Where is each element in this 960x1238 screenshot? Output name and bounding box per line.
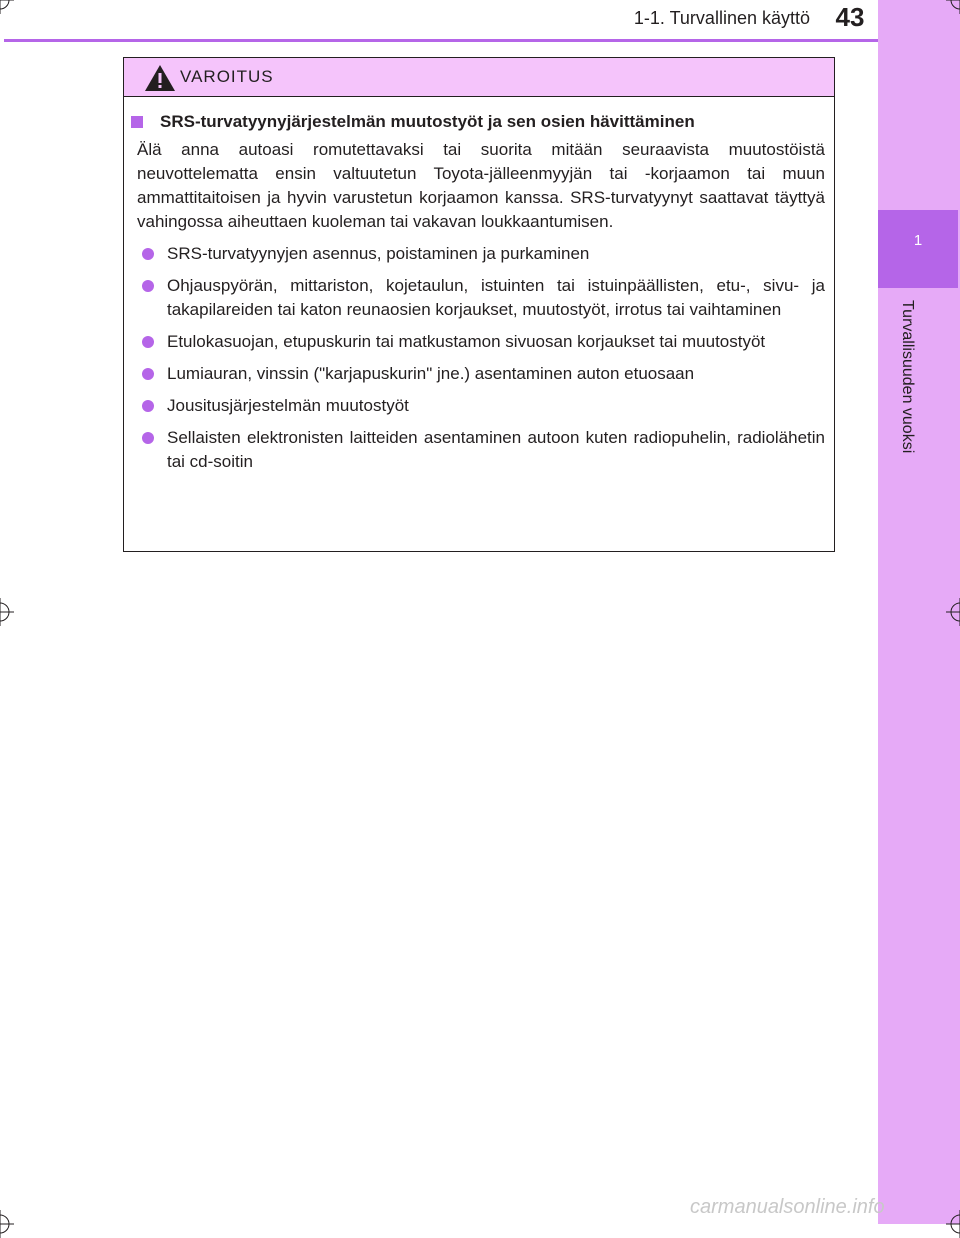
chapter-label: Turvallisuuden vuoksi	[899, 300, 916, 454]
bullet-dot-icon	[142, 248, 154, 260]
warning-box	[123, 57, 835, 552]
warning-intro: Älä anna autoasi romutettavaksi tai suorita mitään seuraavista muutostöistä neuvottelematta ensin valtuutetun Toyota-jälleenmyyjän tai -korjaamon tai muun ammattitaitoisen ja hyvin varustetun korjaamon kanssa. SRS-turvatyynyt saattavat täyttyä vahingossa aiheuttaen kuoleman tai vakavan loukkaantumisen.	[137, 140, 825, 231]
registration-mark-icon	[0, 0, 14, 14]
registration-mark-icon	[946, 1210, 960, 1238]
chapter-number: 1	[913, 232, 923, 249]
chapter-tab	[878, 210, 958, 288]
list-item: SRS-turvatyynyjen asennus, poistaminen ja purkaminen	[124, 242, 825, 266]
bullet-dot-icon	[142, 400, 154, 412]
page-number: 43	[835, 2, 865, 32]
watermark: carmanualsonline.info	[690, 1196, 885, 1218]
bullet-dot-icon	[142, 432, 154, 444]
registration-mark-icon	[0, 598, 14, 626]
list-item: Jousitusjärjestelmän muutostyöt	[124, 394, 825, 418]
list-item: Etulokasuojan, etupuskurin tai matkustamon sivuosan korjaukset tai muutostyöt	[124, 330, 825, 354]
bullet-dot-icon	[142, 336, 154, 348]
header-rule	[4, 39, 878, 42]
bullet-dot-icon	[142, 280, 154, 292]
warning-title: VAROITUS	[180, 67, 274, 86]
square-bullet-icon	[131, 116, 143, 128]
registration-mark-icon	[946, 0, 960, 14]
registration-mark-icon	[946, 598, 960, 626]
section-title: 1-1. Turvallinen käyttö	[633, 8, 810, 28]
registration-mark-icon	[0, 1210, 14, 1238]
warning-header	[124, 58, 834, 97]
list-item: Ohjauspyörän, mittariston, kojetaulun, istuinten tai istuinpäällisten, etu-, sivu- ja takapilareiden tai katon reunaosien korjaukset, muutostyöt, irrotus tai vaihtaminen	[124, 274, 825, 322]
list-item: Lumiauran, vinssin ("karjapuskurin" jne.) asentaminen auton etuosaan	[124, 362, 825, 386]
list-item: Sellaisten elektronisten laitteiden asentaminen autoon kuten radiopuhelin, radiolähetin tai cd-soitin	[124, 426, 825, 474]
subheading-text: SRS-turvatyynyjärjestelmän muutostyöt ja sen osien hävittäminen	[160, 112, 695, 131]
warning-triangle-icon	[144, 64, 176, 92]
warning-list	[124, 242, 825, 474]
bullet-dot-icon	[142, 368, 154, 380]
warning-subheading	[124, 110, 825, 134]
warning-body	[124, 110, 834, 482]
